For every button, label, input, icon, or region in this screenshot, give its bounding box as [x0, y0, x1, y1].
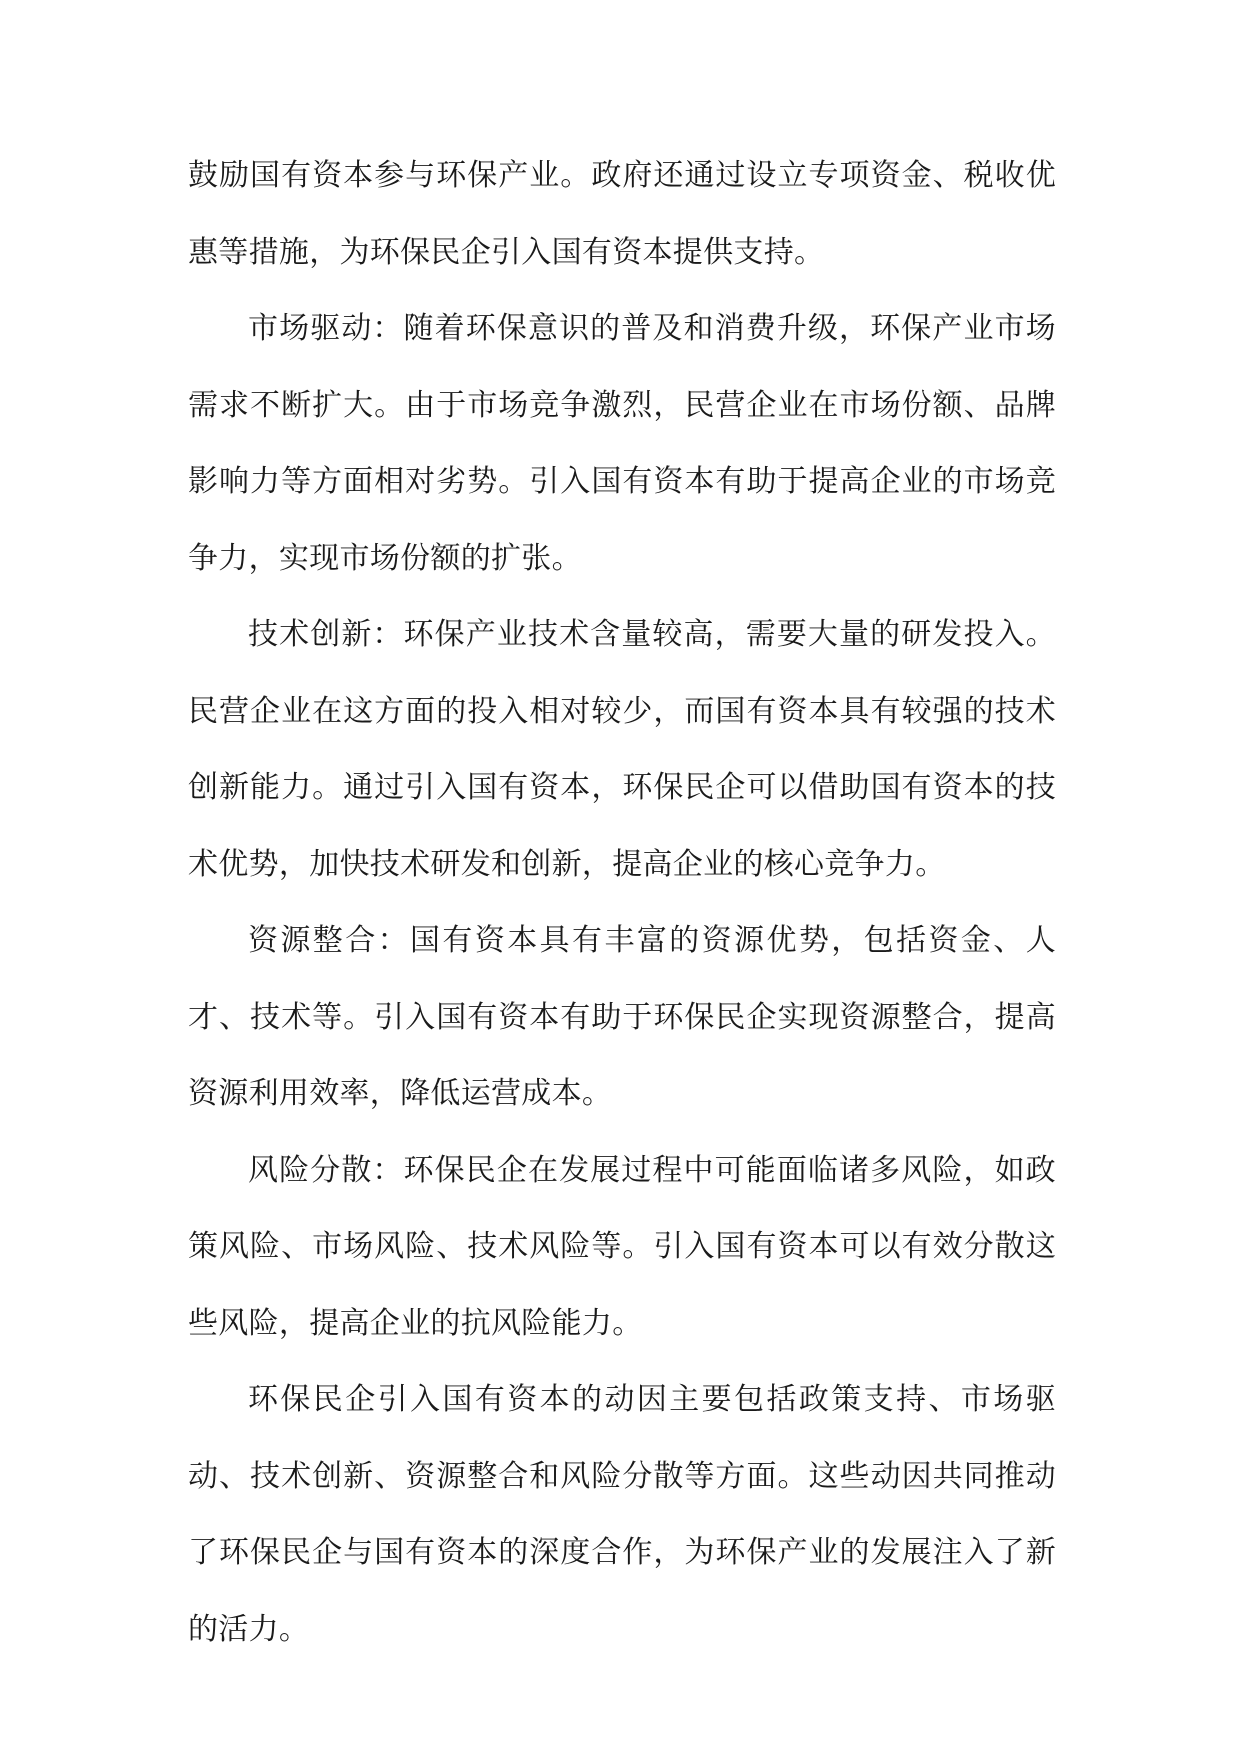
paragraph-tech-innovation: 技术创新：环保产业技术含量较高，需要大量的研发投入。民营企业在这方面的投入相对较少，而国有资本具有较强的技术创新能力。通过引入国有资本，环保民企可以借助国有资本的技术优势，加快技术研发和创新，提高企业的核心竞争力。 [188, 617, 1056, 882]
paragraph-resource-integration: 资源整合：国有资本具有丰富的资源优势，包括资金、人才、技术等。引入国有资本有助于环保民企实现资源整合，提高资源利用效率，降低运营成本。 [188, 923, 1056, 1111]
paragraph-risk-diversification: 风险分散：环保民企在发展过程中可能面临诸多风险，如政策风险、市场风险、技术风险等。引入国有资本可以有效分散这些风险，提高企业的抗风险能力。 [188, 1152, 1056, 1341]
paragraph-market-drive: 市场驱动：随着环保意识的普及和消费升级，环保产业市场需求不断扩大。由于市场竞争激烈，民营企业在市场份额、品牌影响力等方面相对劣势。引入国有资本有助于提高企业的市场竞争力，实现市场份额的扩张。 [188, 311, 1056, 576]
paragraph-summary: 环保民企引入国有资本的动因主要包括政策支持、市场驱动、技术创新、资源整合和风险分散等方面。这些动因共同推动了环保民企与国有资本的深度合作，为环保产业的发展注入了新的活力。 [188, 1382, 1056, 1647]
document-body [188, 138, 1056, 1668]
paragraph-policy-continuation: 鼓励国有资本参与环保产业。政府还通过设立专项资金、税收优惠等措施，为环保民企引入国有资本提供支持。 [188, 158, 1056, 270]
